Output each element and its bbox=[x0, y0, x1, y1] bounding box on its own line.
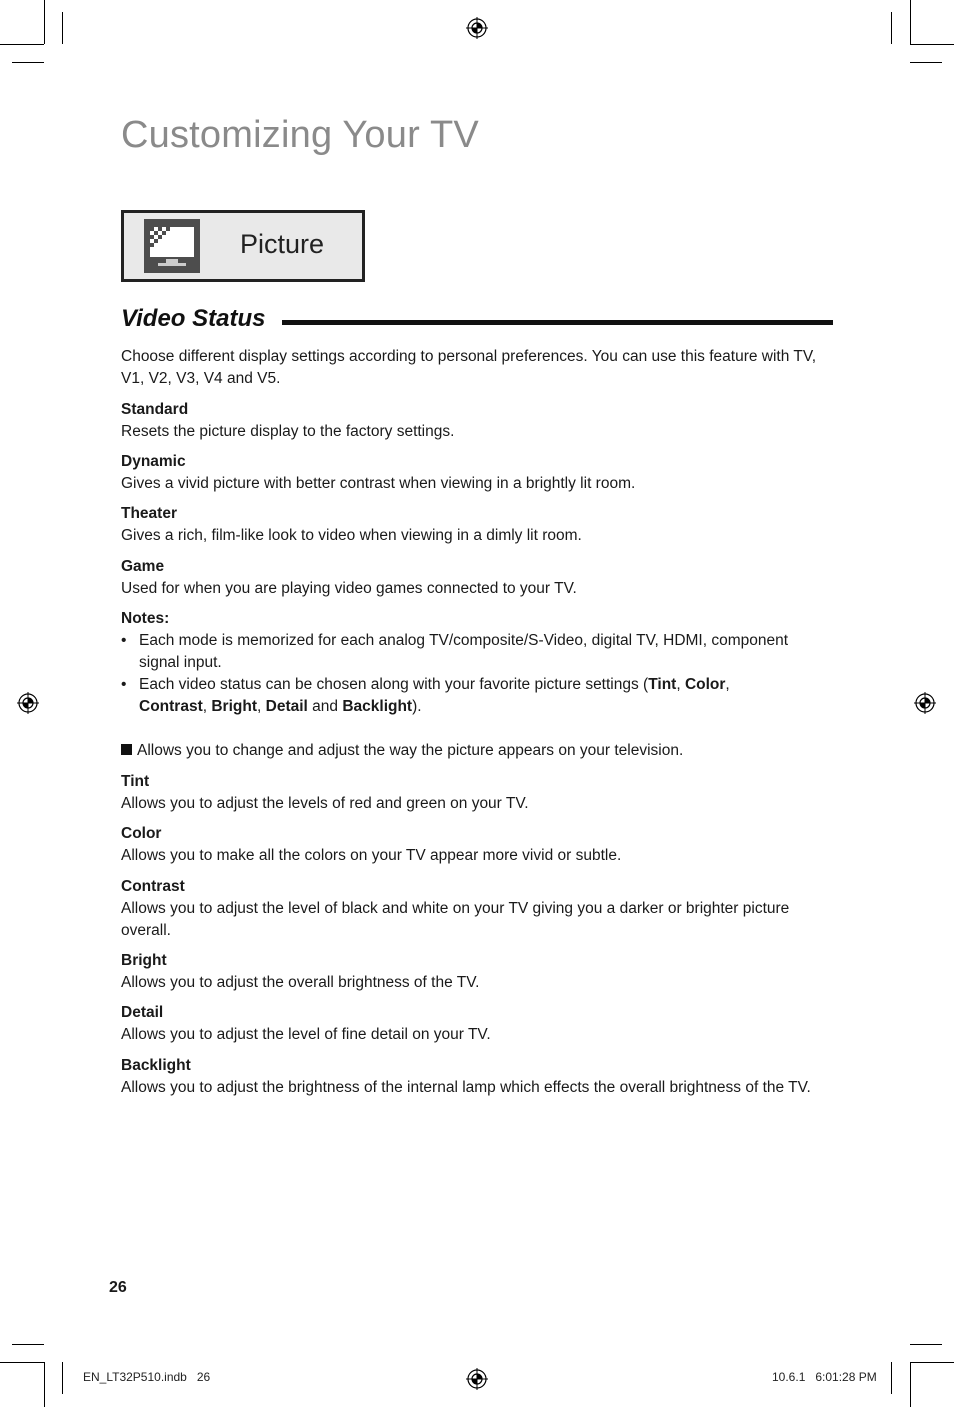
crop-mark bbox=[891, 1362, 892, 1394]
mode-desc: Gives a rich, film-like look to video when viewing in a dimly lit room. bbox=[121, 527, 582, 544]
crop-mark bbox=[62, 1362, 63, 1394]
footer-timestamp: 10.6.1 6:01:28 PM bbox=[772, 1370, 877, 1384]
square-bullet-icon bbox=[121, 744, 132, 755]
bullet: • bbox=[121, 632, 127, 649]
crop-mark bbox=[910, 1344, 942, 1345]
setting-desc: Allows you to adjust the brightness of the internal lamp which effects the overall brightness of the TV. bbox=[121, 1079, 811, 1096]
mode-term: Standard bbox=[121, 401, 189, 418]
crop-mark bbox=[12, 62, 44, 63]
setting-desc: Allows you to make all the colors on your TV appear more vivid or subtle. bbox=[121, 847, 622, 864]
registration-mark-icon bbox=[466, 1368, 488, 1390]
setting-term: Color bbox=[121, 825, 162, 842]
registration-mark-icon bbox=[17, 692, 39, 714]
bullet: • bbox=[121, 676, 127, 693]
registration-mark-icon bbox=[466, 17, 488, 39]
page-title: Customizing Your TV bbox=[121, 114, 479, 156]
picture-menu-tab bbox=[121, 210, 365, 282]
crop-mark bbox=[0, 1362, 44, 1363]
note-text: Each mode is memorized for each analog TV/composite/S-Video, digital TV, HDMI, component signal input. bbox=[139, 632, 789, 671]
note-text: Each video status can be chosen along with your favorite picture settings (Tint, Color, Contrast, Bright, Detail and Backlight). bbox=[139, 676, 730, 715]
crop-mark bbox=[910, 1362, 954, 1363]
notes-heading: Notes: bbox=[121, 610, 170, 627]
mode-term: Theater bbox=[121, 505, 177, 522]
mode-desc: Resets the picture display to the factory settings. bbox=[121, 423, 455, 440]
setting-term: Backlight bbox=[121, 1057, 191, 1074]
mode-desc: Gives a vivid picture with better contrast when viewing in a brightly lit room. bbox=[121, 475, 636, 492]
crop-mark bbox=[910, 0, 911, 44]
registration-mark-icon bbox=[914, 692, 936, 714]
setting-term: Bright bbox=[121, 952, 167, 969]
crop-mark bbox=[910, 44, 954, 45]
crop-mark bbox=[44, 0, 45, 44]
setting-desc: Allows you to adjust the overall brightness of the TV. bbox=[121, 974, 480, 991]
adjust-intro: Allows you to change and adjust the way the picture appears on your television. bbox=[121, 740, 821, 762]
crop-mark bbox=[910, 1362, 911, 1407]
setting-desc: Allows you to adjust the levels of red and green on your TV. bbox=[121, 795, 529, 812]
page-number: 26 bbox=[109, 1279, 127, 1296]
crop-mark bbox=[910, 62, 942, 63]
setting-term: Detail bbox=[121, 1004, 164, 1021]
crop-mark bbox=[0, 44, 44, 45]
setting-term: Tint bbox=[121, 773, 150, 790]
mode-desc: Used for when you are playing video games connected to your TV. bbox=[121, 580, 577, 597]
crop-mark bbox=[12, 1344, 44, 1345]
crop-mark bbox=[62, 12, 63, 44]
mode-term: Dynamic bbox=[121, 453, 186, 470]
footer-file: EN_LT32P510.indb 26 bbox=[83, 1370, 211, 1384]
mode-term: Game bbox=[121, 558, 165, 575]
setting-desc: Allows you to adjust the level of fine detail on your TV. bbox=[121, 1026, 491, 1043]
section-divider bbox=[282, 320, 833, 325]
crop-mark bbox=[891, 12, 892, 44]
crop-mark bbox=[44, 1362, 45, 1407]
intro-paragraph: Choose different display settings according to personal preferences. You can use this feature with TV, V1, V2, V3, V4 and V5. bbox=[121, 348, 817, 387]
picture-tab-label: Picture bbox=[240, 229, 325, 259]
picture-menu-icon bbox=[144, 219, 200, 273]
section-heading: Video Status bbox=[121, 305, 266, 332]
setting-term: Contrast bbox=[121, 878, 185, 895]
setting-desc: Allows you to adjust the level of black and white on your TV giving you a darker or brighter picture overall. bbox=[121, 900, 790, 939]
